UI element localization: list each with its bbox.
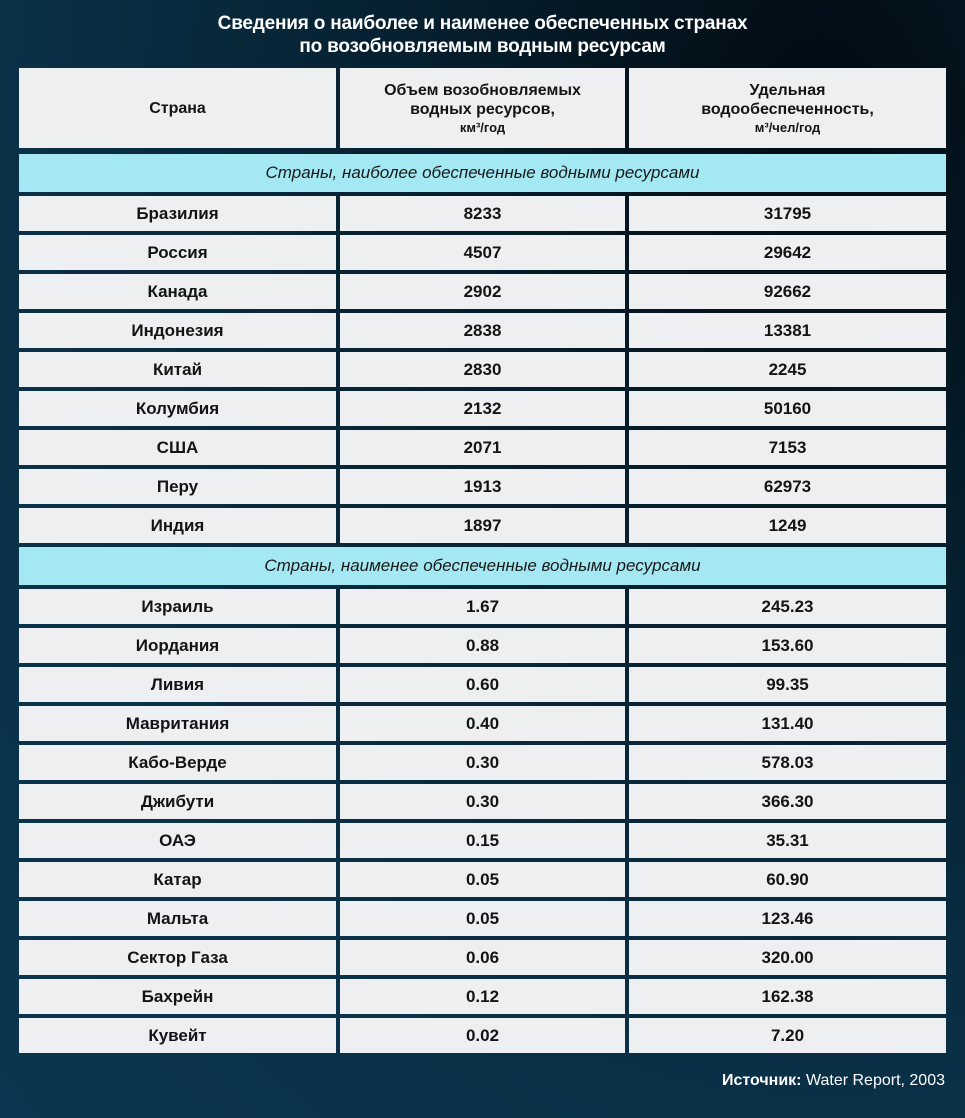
cell-volume: 0.88 [340, 628, 625, 663]
cell-country: Израиль [19, 589, 336, 624]
cell-per-capita: 123.46 [629, 901, 946, 936]
table-row [19, 274, 946, 309]
cell-per-capita: 7153 [629, 430, 946, 465]
cell-volume: 0.05 [340, 901, 625, 936]
cell-volume: 1897 [340, 508, 625, 543]
header-volume: Объем возобновляемых водных ресурсов, км³/год [340, 68, 625, 148]
table-row [19, 823, 946, 858]
cell-volume: 0.60 [340, 667, 625, 702]
cell-country: Бахрейн [19, 979, 336, 1014]
section-rows-least [19, 589, 946, 1053]
cell-country: ОАЭ [19, 823, 336, 858]
cell-per-capita: 50160 [629, 391, 946, 426]
table-row [19, 979, 946, 1014]
cell-country: Колумбия [19, 391, 336, 426]
cell-per-capita: 62973 [629, 469, 946, 504]
source-note [722, 1072, 945, 1090]
cell-country: Мавритания [19, 706, 336, 741]
table-row [19, 430, 946, 465]
cell-volume: 0.40 [340, 706, 625, 741]
cell-per-capita: 320.00 [629, 940, 946, 975]
cell-volume: 0.12 [340, 979, 625, 1014]
cell-per-capita: 366.30 [629, 784, 946, 819]
table-row [19, 667, 946, 702]
cell-country: Китай [19, 352, 336, 387]
cell-volume: 0.30 [340, 745, 625, 780]
header-per-capita: Удельная водообеспеченность, м³/чел/год [629, 68, 946, 148]
table-row [19, 196, 946, 231]
section-rows-most [19, 196, 946, 543]
cell-volume: 4507 [340, 235, 625, 270]
table-header-row [19, 68, 946, 148]
cell-country: Бразилия [19, 196, 336, 231]
cell-volume: 1913 [340, 469, 625, 504]
cell-volume: 0.02 [340, 1018, 625, 1053]
cell-per-capita: 92662 [629, 274, 946, 309]
table-row [19, 1018, 946, 1053]
header-country: Страна [19, 68, 336, 148]
cell-volume: 1.67 [340, 589, 625, 624]
cell-per-capita: 31795 [629, 196, 946, 231]
cell-country: Индонезия [19, 313, 336, 348]
cell-per-capita: 578.03 [629, 745, 946, 780]
cell-volume: 2838 [340, 313, 625, 348]
cell-volume: 0.30 [340, 784, 625, 819]
cell-volume: 8233 [340, 196, 625, 231]
cell-country: Кабо-Верде [19, 745, 336, 780]
cell-volume: 2902 [340, 274, 625, 309]
table-row [19, 352, 946, 387]
title-line-2: по возобновляемым водным ресурсам [299, 36, 666, 57]
title-line-1: Сведения о наиболее и наименее обеспеченных странах [217, 13, 748, 34]
table-row [19, 862, 946, 897]
cell-volume: 2071 [340, 430, 625, 465]
header-volume-unit: км³/год [459, 119, 506, 135]
cell-country: Сектор Газа [19, 940, 336, 975]
cell-per-capita: 131.40 [629, 706, 946, 741]
table-row [19, 589, 946, 624]
cell-country: Мальта [19, 901, 336, 936]
table-row [19, 508, 946, 543]
cell-per-capita: 7.20 [629, 1018, 946, 1053]
table-row [19, 391, 946, 426]
cell-per-capita: 29642 [629, 235, 946, 270]
cell-per-capita: 13381 [629, 313, 946, 348]
cell-per-capita: 60.90 [629, 862, 946, 897]
source-text: Water Report, 2003 [801, 1072, 945, 1089]
table-row [19, 706, 946, 741]
header-per-capita-unit: м³/чел/год [754, 119, 821, 135]
cell-per-capita: 153.60 [629, 628, 946, 663]
cell-per-capita: 99.35 [629, 667, 946, 702]
cell-country: Катар [19, 862, 336, 897]
table-row [19, 784, 946, 819]
cell-country: Россия [19, 235, 336, 270]
table-row [19, 628, 946, 663]
table-row [19, 940, 946, 975]
cell-per-capita: 2245 [629, 352, 946, 387]
section-band-most: Страны, наиболее обеспеченные водными ресурсами [19, 154, 946, 192]
table-row [19, 469, 946, 504]
cell-per-capita: 162.38 [629, 979, 946, 1014]
table-row [19, 901, 946, 936]
table-row [19, 745, 946, 780]
cell-country: Канада [19, 274, 336, 309]
cell-per-capita: 35.31 [629, 823, 946, 858]
cell-country: Индия [19, 508, 336, 543]
cell-country: Кувейт [19, 1018, 336, 1053]
table-row [19, 313, 946, 348]
cell-volume: 0.15 [340, 823, 625, 858]
cell-volume: 0.05 [340, 862, 625, 897]
cell-country: Перу [19, 469, 336, 504]
section-band-least: Страны, наименее обеспеченные водными ресурсами [19, 547, 946, 585]
cell-volume: 2830 [340, 352, 625, 387]
source-label: Источник: [721, 1072, 802, 1089]
water-resources-table [19, 68, 946, 1057]
cell-volume: 2132 [340, 391, 625, 426]
cell-country: Иордания [19, 628, 336, 663]
cell-volume: 0.06 [340, 940, 625, 975]
table-row [19, 235, 946, 270]
page-title [0, 12, 965, 58]
cell-country: США [19, 430, 336, 465]
cell-country: Джибути [19, 784, 336, 819]
cell-per-capita: 1249 [629, 508, 946, 543]
cell-country: Ливия [19, 667, 336, 702]
cell-per-capita: 245.23 [629, 589, 946, 624]
